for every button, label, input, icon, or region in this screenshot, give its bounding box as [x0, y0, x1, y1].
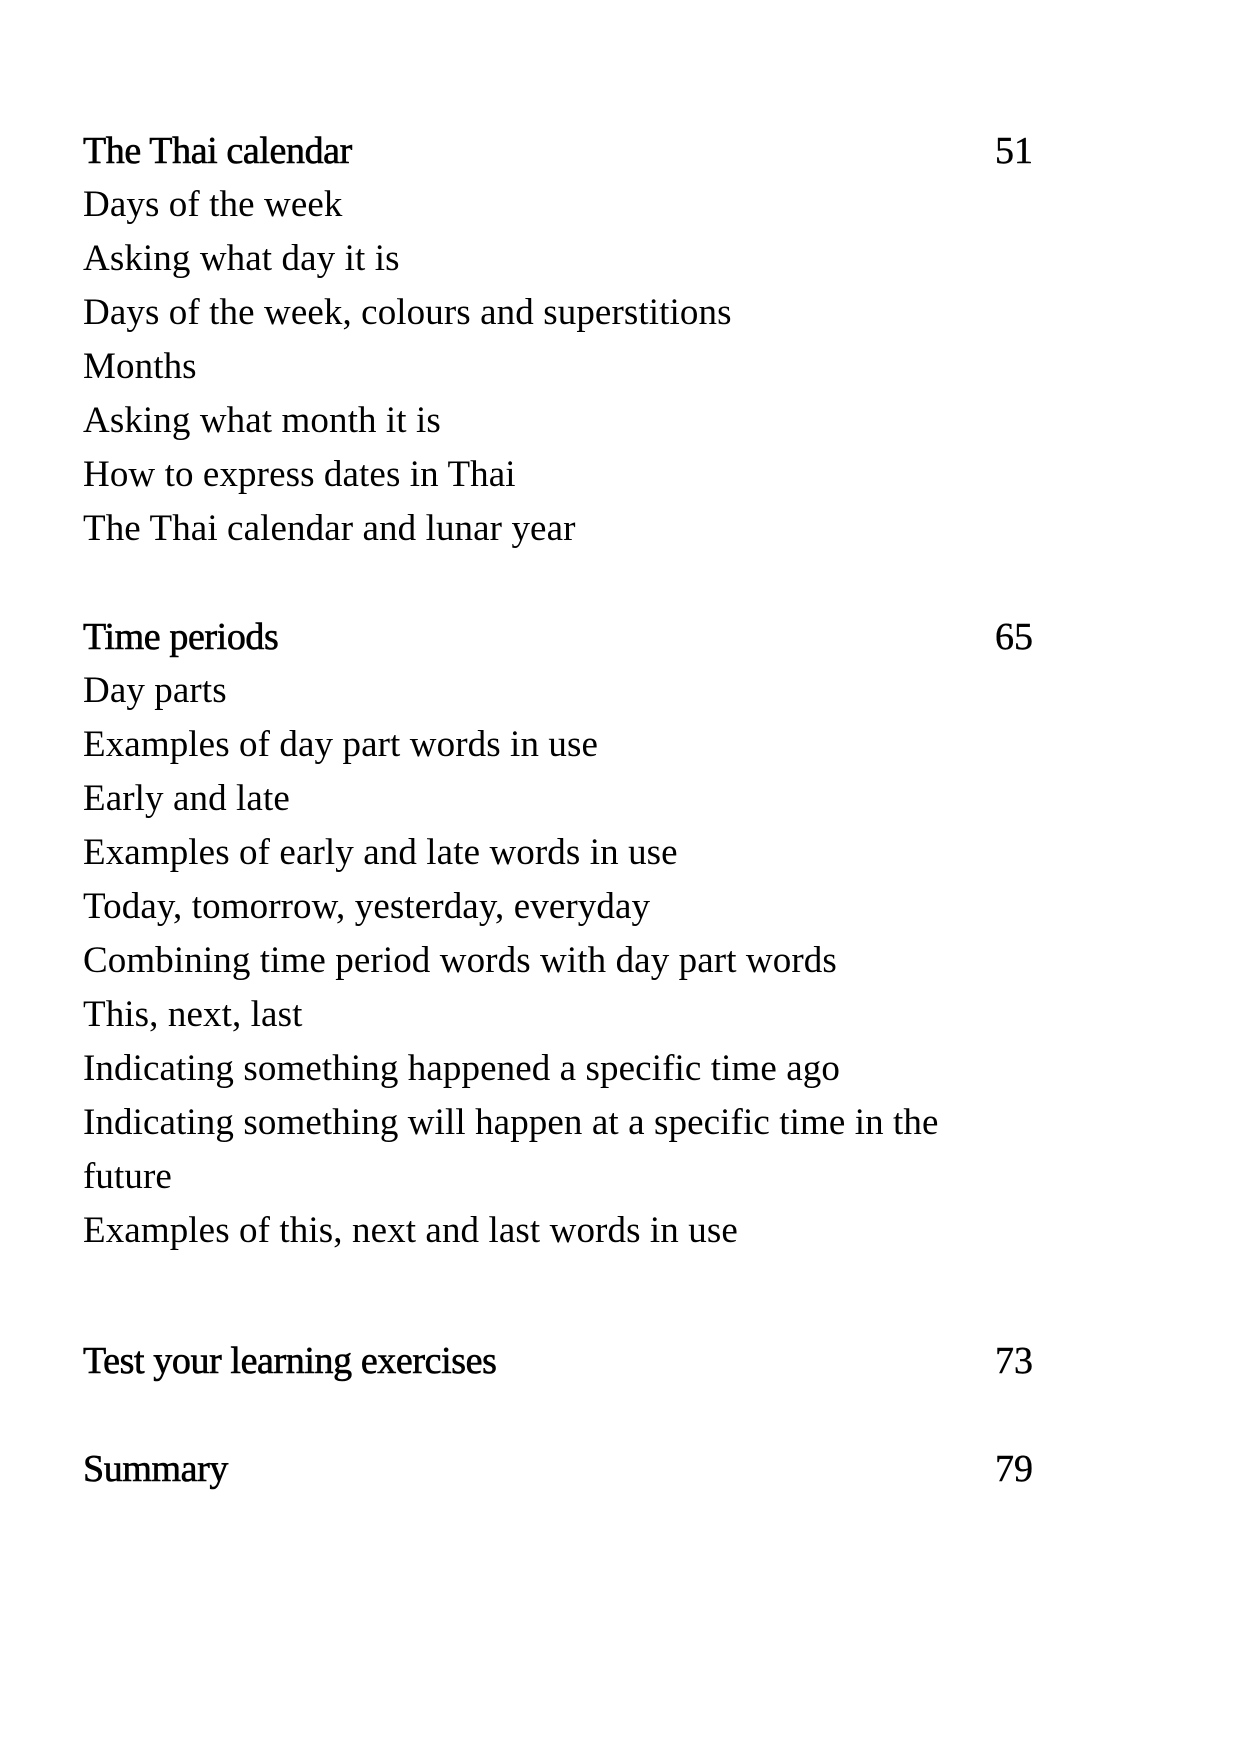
subsection-item: Asking what day it is	[83, 238, 400, 279]
toc-heading-row	[83, 1442, 1033, 1496]
toc-section-thai-calendar	[83, 124, 1033, 556]
subsection-item: Combining time period words with day part words	[83, 940, 837, 981]
toc-section-exercises	[83, 1334, 1033, 1388]
toc-heading-row	[83, 610, 1033, 664]
subsection-item: Indicating something will happen at a specific time in the future	[83, 1102, 939, 1197]
subsection-item: The Thai calendar and lunar year	[83, 508, 576, 549]
subsection-list	[83, 664, 1033, 1258]
table-of-contents	[83, 124, 1033, 1496]
page-number: 65	[995, 616, 1033, 658]
subsection-item: Days of the week	[83, 184, 343, 225]
page-number: 73	[995, 1340, 1033, 1382]
section-title: Time periods	[83, 616, 279, 658]
subsection-item: Indicating something happened a specific time ago	[83, 1048, 840, 1089]
section-title: Test your learning exercises	[83, 1340, 497, 1382]
subsection-item: Examples of this, next and last words in use	[83, 1210, 738, 1251]
subsection-item: Early and late	[83, 778, 290, 819]
subsection-list	[83, 178, 1033, 556]
subsection-item: This, next, last	[83, 994, 303, 1035]
page-number: 79	[995, 1448, 1033, 1490]
subsection-item: Examples of early and late words in use	[83, 832, 678, 873]
subsection-item: Day parts	[83, 670, 227, 711]
subsection-item: Asking what month it is	[83, 400, 441, 441]
subsection-item: How to express dates in Thai	[83, 454, 516, 495]
section-title: Summary	[83, 1448, 228, 1490]
toc-heading-row	[83, 1334, 1033, 1388]
subsection-item: Today, tomorrow, yesterday, everyday	[83, 886, 651, 927]
subsection-item: Examples of day part words in use	[83, 724, 599, 765]
subsection-item: Months	[83, 346, 197, 387]
toc-heading-row	[83, 124, 1033, 178]
toc-section-time-periods	[83, 610, 1033, 1258]
section-title: The Thai calendar	[83, 130, 352, 172]
page-number: 51	[995, 130, 1033, 172]
subsection-item: Days of the week, colours and superstitions	[83, 292, 732, 333]
toc-section-summary	[83, 1442, 1033, 1496]
